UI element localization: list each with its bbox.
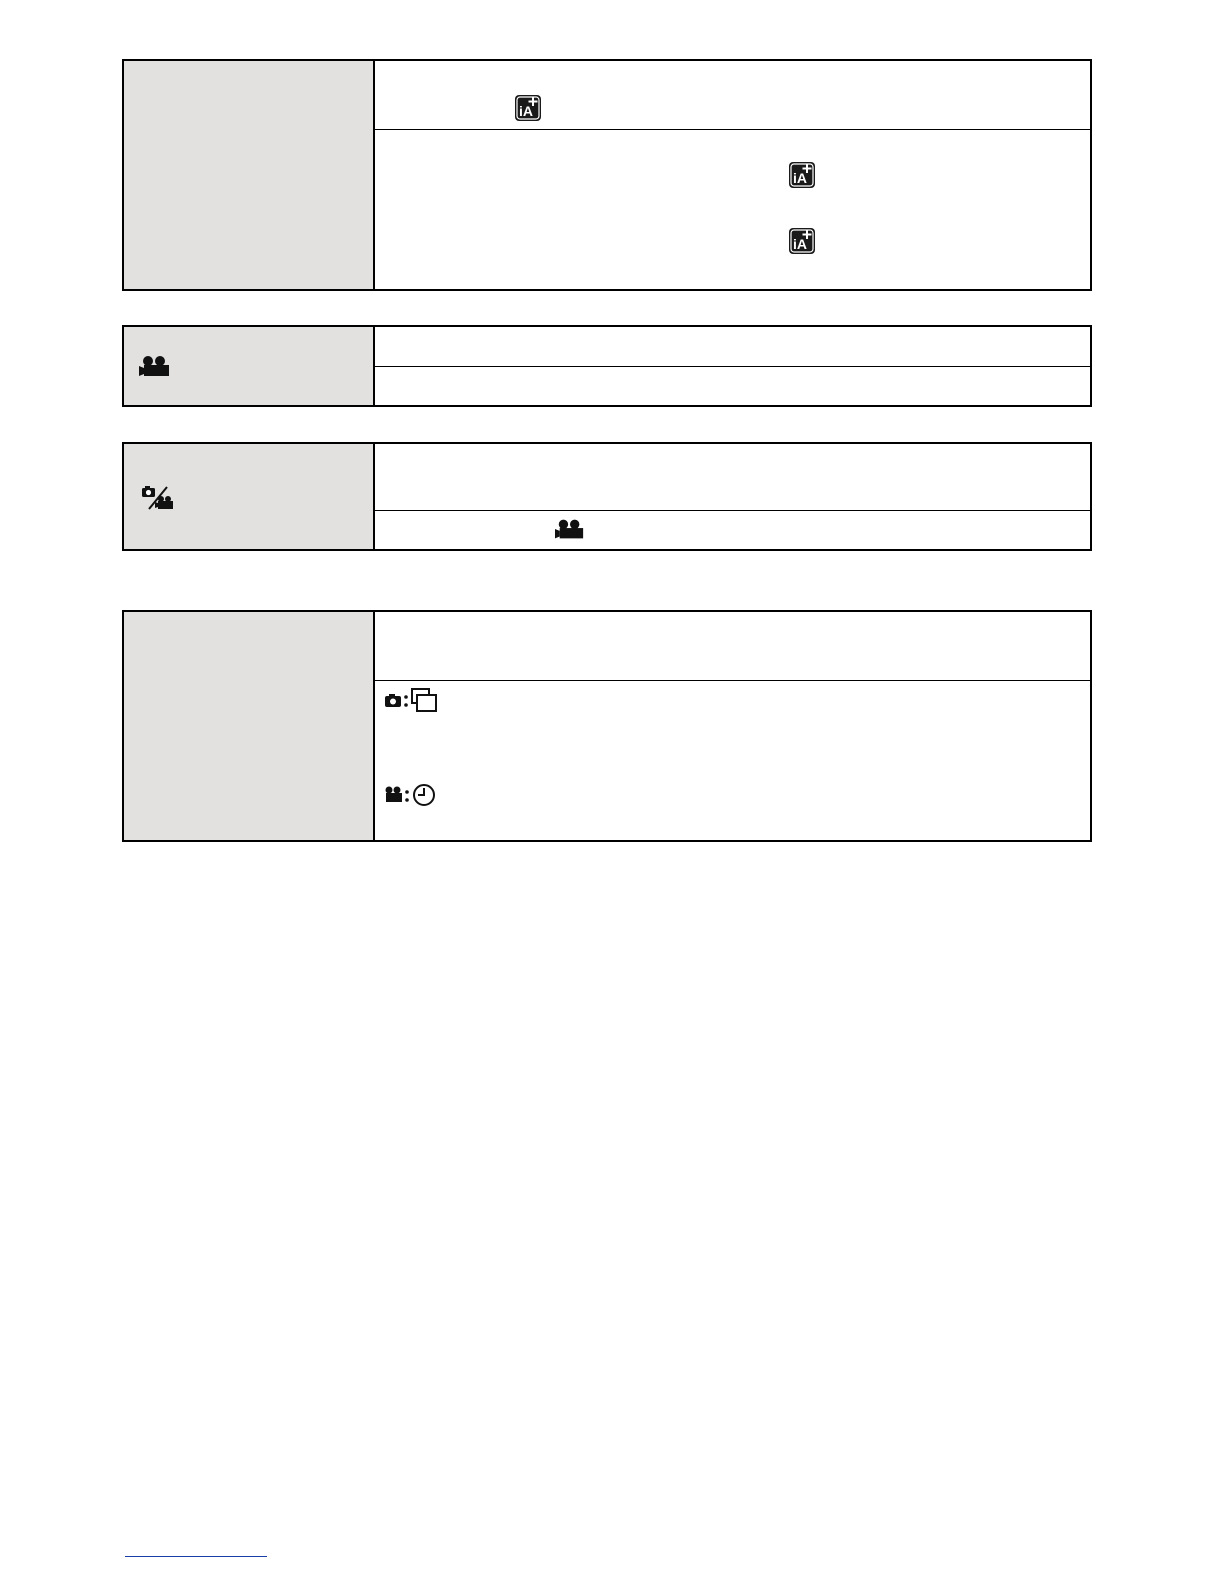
settings-table-1 bbox=[122, 59, 1092, 291]
settings-table-2 bbox=[122, 325, 1092, 407]
photo-burst-icon bbox=[384, 687, 442, 715]
description-row bbox=[375, 444, 1090, 510]
setting-description-column bbox=[375, 61, 1090, 289]
description-row bbox=[375, 612, 1090, 680]
setting-label-cell bbox=[124, 61, 375, 289]
description-row bbox=[375, 366, 1090, 405]
setting-description-column bbox=[375, 327, 1090, 405]
photo-movie-switch-icon bbox=[141, 485, 175, 511]
description-row bbox=[375, 680, 1090, 840]
description-row bbox=[375, 327, 1090, 366]
setting-label-cell bbox=[124, 444, 375, 549]
movie-timer-icon bbox=[384, 781, 442, 809]
setting-description-column bbox=[375, 444, 1090, 549]
settings-table-4 bbox=[122, 610, 1092, 842]
svg-text:iA: iA bbox=[519, 103, 533, 119]
svg-text:iA: iA bbox=[793, 236, 807, 252]
setting-description-column bbox=[375, 612, 1090, 840]
link-underline[interactable] bbox=[125, 1556, 267, 1557]
description-row bbox=[375, 510, 1090, 549]
ia-plus-icon bbox=[788, 227, 816, 255]
settings-table-3 bbox=[122, 442, 1092, 551]
ia-plus-icon bbox=[514, 94, 542, 122]
movie-camera-icon bbox=[139, 355, 171, 377]
setting-label-cell bbox=[124, 612, 375, 840]
svg-text:iA: iA bbox=[793, 170, 807, 186]
movie-camera-icon bbox=[555, 518, 585, 540]
description-row bbox=[375, 61, 1090, 129]
ia-plus-icon bbox=[788, 161, 816, 189]
description-row bbox=[375, 129, 1090, 289]
setting-label-cell bbox=[124, 327, 375, 405]
